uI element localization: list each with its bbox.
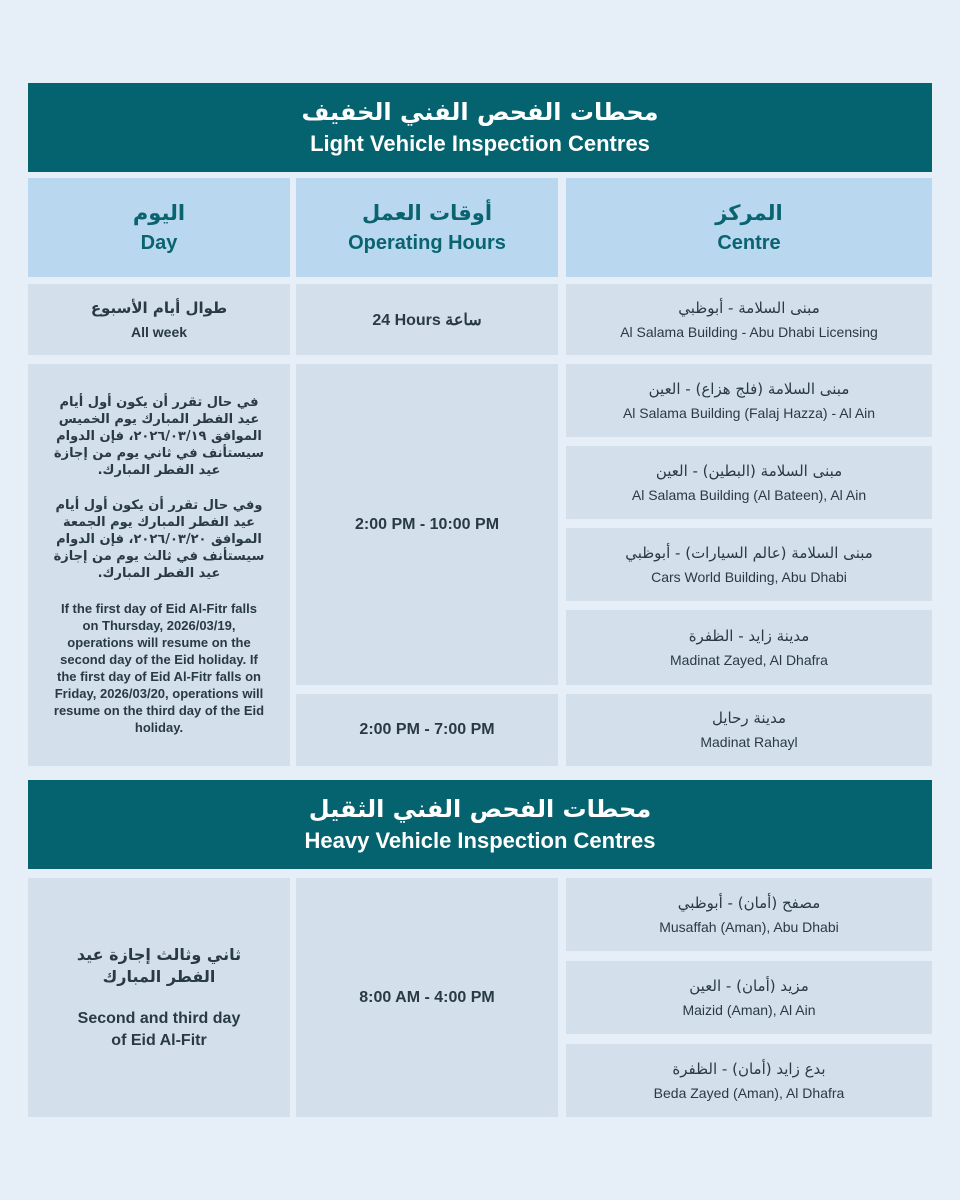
centre-madinat-zayed [566, 610, 932, 685]
centre-madinat-rahayl [566, 694, 932, 766]
header-day [28, 178, 290, 277]
centre-ar: مصفح (أمان) - أبوظبي [677, 893, 821, 912]
heavy-day-en: Second and third day of Eid Al-Fitr [77, 1009, 241, 1049]
hours-group-1-value: 2:00 PM - 10:00 PM [354, 515, 500, 533]
heavy-vehicle-banner [28, 780, 932, 869]
row1-centre-en: Al Salama Building - Abu Dhabi Licensing [620, 323, 878, 340]
header-hours [296, 178, 558, 277]
centre-en: Beda Zayed (Aman), Al Dhafra [653, 1084, 845, 1101]
centre-en: Al Salama Building (Al Bateen), Al Ain [631, 486, 867, 503]
row1-centre-ar: مبنى السلامة - أبوظبي [678, 298, 820, 317]
heavy-title-ar: محطات الفحص الفني الثقيل [308, 794, 652, 823]
centre-ar: مزيد (أمان) - العين [689, 976, 809, 995]
heavy-hours-value: 8:00 AM - 4:00 PM [359, 988, 495, 1006]
centre-en: Musaffah (Aman), Abu Dhabi [659, 918, 839, 935]
row1-hours-value: 24 Hours ساعة [372, 311, 482, 329]
centre-en: Maizid (Aman), Al Ain [682, 1001, 816, 1018]
hours-group-1 [296, 364, 558, 685]
light-vehicle-banner [28, 83, 932, 172]
centre-ar: بدع زايد (أمان) - الظفرة [672, 1059, 826, 1078]
centre-falaj-hazza [566, 364, 932, 437]
centre-ar: مبنى السلامة (عالم السيارات) - أبوظبي [625, 543, 873, 562]
heavy-hours [296, 878, 558, 1117]
heavy-day [28, 878, 290, 1117]
eid-note [28, 364, 290, 766]
eid-note-ar-2: وفي حال تقرر أن يكون أول أيام عيد الفطر المبارك يوم الجمعة الموافق ٢٠٢٦/٠٣/٢٠، فإن الدوام سيستأنف في ثالث يوم من إجازة عيد الفطر المبارك. [53, 498, 265, 581]
centre-ar: مبنى السلامة (فلج هزاع) - العين [648, 379, 850, 398]
row1-day-ar: طوال أيام الأسبوع [90, 298, 228, 317]
header-hours-en: Operating Hours [348, 231, 506, 254]
light-title-en: Light Vehicle Inspection Centres [310, 130, 650, 156]
centre-ar: مبنى السلامة (البطين) - العين [655, 461, 843, 480]
centre-en: Madinat Rahayl [700, 734, 798, 750]
eid-note-en: If the first day of Eid Al-Fitr falls on Thursday, 2026/03/19, operations will resume on the second day of the Eid holiday. If the first day of Eid Al-Fitr falls on Friday, 2026/03/20, operations will resume on the third day of the Eid holiday. [53, 601, 265, 735]
light-title-ar: محطات الفحص الفني الخفيف [301, 97, 659, 126]
eid-note-ar-1: في حال تقرر أن يكون أول أيام عيد الفطر المبارك يوم الخميس الموافق ٢٠٢٦/٠٣/١٩، فإن الدوام سيستأنف في ثاني يوم من إجازة عيد الفطر المبارك. [53, 395, 265, 478]
hours-group-2 [296, 694, 558, 766]
centre-musaffah [566, 878, 932, 951]
heavy-title-en: Heavy Vehicle Inspection Centres [304, 827, 656, 853]
row1-centre [566, 284, 932, 355]
header-hours-ar: أوقات العمل [361, 200, 493, 225]
centre-en: Madinat Zayed, Al Dhafra [670, 651, 828, 668]
row1-day [28, 284, 290, 355]
centre-maizid [566, 961, 932, 1034]
centre-beda-zayed [566, 1044, 932, 1117]
centre-en: Al Salama Building (Falaj Hazza) - Al Ain [622, 404, 876, 421]
heavy-day-ar: ثاني وثالث إجازة عيد الفطر المبارك [76, 944, 242, 986]
header-centre-en: Centre [717, 231, 781, 254]
header-centre-ar: المركز [715, 200, 783, 225]
header-day-ar: اليوم [132, 200, 186, 225]
hours-group-2-value: 2:00 PM - 7:00 PM [359, 721, 495, 738]
centre-al-bateen [566, 446, 932, 519]
centre-cars-world [566, 528, 932, 601]
row1-hours [296, 284, 558, 355]
centre-en: Cars World Building, Abu Dhabi [651, 568, 847, 585]
centre-ar: مدينة زايد - الظفرة [688, 626, 810, 645]
row1-day-en: All week [130, 323, 188, 340]
centre-ar: مدينة رحايل [711, 709, 787, 727]
header-day-en: Day [140, 231, 178, 254]
header-centre [566, 178, 932, 277]
